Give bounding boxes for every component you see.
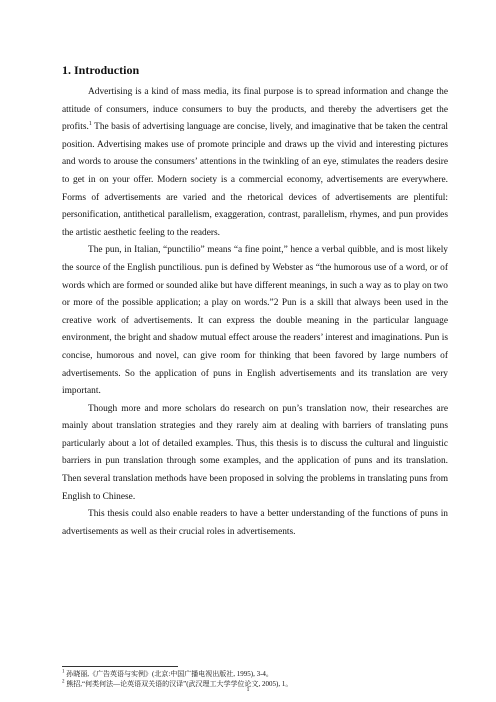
document-body (62, 62, 448, 541)
paragraph-1-text-a: Advertising is a kind of mass media, its final purpose is to spread information and change the attitude of consumers, induce consumers to buy the products, and thereby the advertisers get the profits. (62, 87, 448, 133)
paragraph-2: The pun, in Italian, “punctilio” means “a fine point,” hence a verbal quibble, and is most likely the source of the English punctilious. pun is defined by Webster as “the humorous use of a word, or of words which are formed or sounded alike but have different meanings, in such a way as to play on two or more of the possible application; a play on words.”2 Pun is a skill that always been used in the creative work of advertisements. It can express the double meaning in the particular language environment, the bright and shadow mutual effect arouse the readers’ interest and imaginations. Pun is concise, humorous and novel, can give room for thinking that been favored by large numbers of advertisements. So the application of puns in English advertisements and its translation are very important. (62, 245, 448, 397)
footnote-divider (62, 666, 178, 667)
footnote-2-text: 熊招,“何类何法—论英语双关语的汉译”(武汉理工大学学位论文, 2005), 1。 (64, 680, 293, 688)
section-heading: 1. Introduction (62, 63, 140, 77)
footnote-1 (62, 669, 448, 679)
footnote-ref-1: 1 (88, 121, 92, 128)
paragraph-1 (62, 84, 448, 242)
footnotes (62, 666, 448, 689)
footnote-1-text: 孙晓丽,《广告英语与实例》(北京:中国广播电视出版社, 1995), 3-4。 (64, 670, 273, 678)
paragraph-4: This thesis could also enable readers to have a better understanding of the functions of puns in advertisements as well as their crucial roles in advertisements. (62, 509, 448, 537)
page-number: 1 (246, 687, 250, 693)
paragraph-3: Though more and more scholars do research on pun’s translation now, their researches are mainly about translation strategies and they rarely aim at dealing with barriers of translating puns particularly about a lot of detailed examples. Thus, this thesis is to discuss the cultural and linguistic barriers in pun translation through some examples, and the application of puns and its translation. Then several translation methods have been proposed in solving the problems in translating puns from English to Chinese. (62, 403, 448, 502)
footnote-mark-1: 1 (62, 669, 65, 675)
footnote-mark-2: 2 (62, 679, 65, 685)
paragraph-1-text-b: The basis of advertising language are concise, lively, and imaginative that be taken the central position. Advertising makes use of promote principle and draws up the vivid and interesting pictures and words to arouse the consumers’ attentions in the twinkling of an eye, stimulates the readers desire to get in on your offer. Modern society is a commercial economy, advertisements are everywhere. Forms of advertisements are varied and the rhetorical devices of advertisements are plentiful: personification, antithetical parallelism, exaggeration, contrast, parallelism, rhymes, and pun provides the artistic aesthetic feeling to the readers. (62, 122, 448, 238)
